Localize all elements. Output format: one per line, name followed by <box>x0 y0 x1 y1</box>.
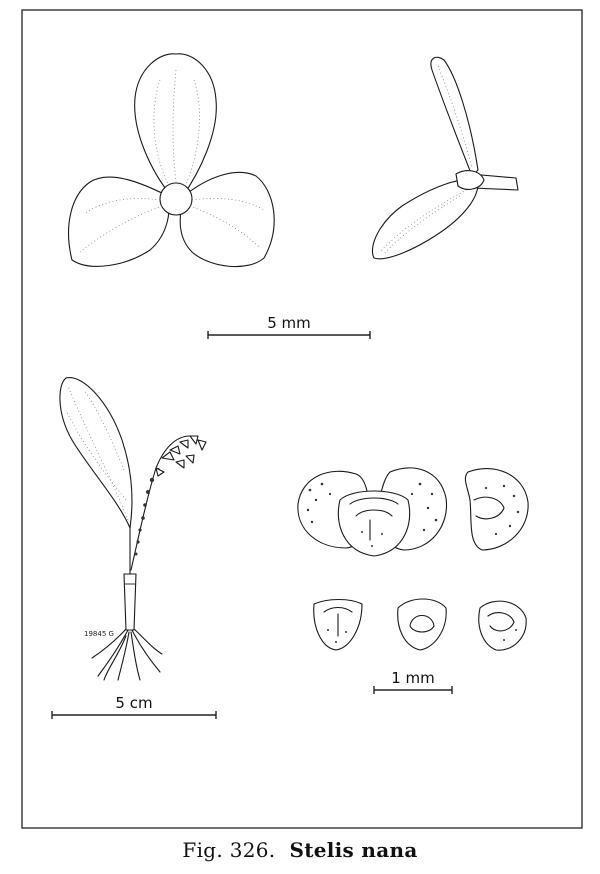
petal-detail <box>465 469 528 550</box>
flower-side-view <box>372 57 518 259</box>
figure-caption <box>0 838 600 862</box>
scale-bar-details <box>374 669 452 694</box>
petals-and-lip-detail <box>298 468 447 556</box>
scale-label-details: 1 mm <box>391 669 435 687</box>
flower-front-view <box>69 54 275 267</box>
species-name: Stelis nana <box>289 838 418 862</box>
scale-label-plant: 5 cm <box>115 694 153 712</box>
scale-bar-flower <box>208 314 370 339</box>
scale-bar-plant <box>52 694 216 719</box>
artist-signature: 19845 G <box>84 630 114 638</box>
figure-number: Fig. 326. <box>182 838 276 862</box>
lip-detail-left <box>314 600 362 651</box>
lip-detail-center <box>398 599 446 650</box>
lip-detail-right <box>479 601 526 650</box>
whole-plant <box>60 378 206 680</box>
scale-label-flower: 5 mm <box>267 314 311 332</box>
